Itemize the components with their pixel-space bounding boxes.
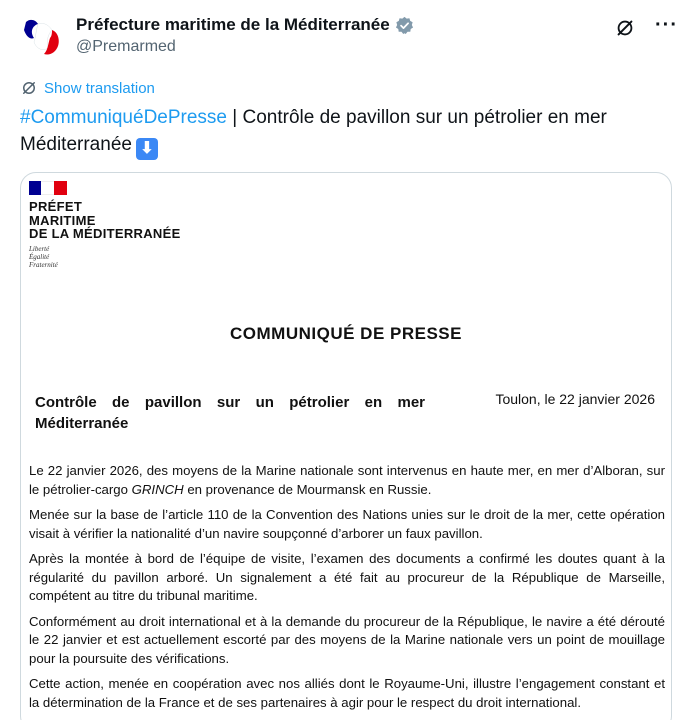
tweet-header xyxy=(18,12,682,62)
down-arrow-emoji-icon: ⬇ xyxy=(136,138,158,160)
paragraph: Menée sur la base de l’article 110 de la Convention des Nations unies sur le droit de la mer, cette opération visait à vérifier la nationalité d’un navire soupçonné d’arborer un faux pavillon. xyxy=(29,507,665,541)
document-body xyxy=(29,462,665,719)
verified-badge-icon[interactable] xyxy=(395,16,414,35)
paragraph: Conformément au droit international et à la demande du procureur de la République, le navire a été dérouté le 22 janvier et est actuellement escorté par des moyens de la Marine nationale vers un point de mouillage pour la poursuite des vérifications. xyxy=(29,613,665,666)
tweet-text xyxy=(20,104,680,160)
handle[interactable]: @Premarmed xyxy=(76,38,176,55)
press-release-image[interactable] xyxy=(20,172,672,720)
more-icon[interactable]: ··· xyxy=(655,14,678,36)
press-release-document xyxy=(21,173,671,720)
paragraph: Le 22 janvier 2026, des moyens de la Marine nationale sont intervenus en haute mer, en mer d’Alboran, sur le pétrolier-cargo GRINCH en provenance de Mourmansk en Russie. xyxy=(29,463,665,497)
prefet-logo xyxy=(29,181,181,269)
tweet-body: | Contrôle de pavillon sur un pétrolier en mer Méditerranée xyxy=(20,107,607,155)
french-flag-icon xyxy=(29,181,67,195)
display-name[interactable]: Préfecture maritime de la Méditerranée xyxy=(76,15,390,34)
prefet-label: PRÉFET MARITIME DE LA MÉDITERRANÉE xyxy=(29,199,181,241)
show-translation-link[interactable] xyxy=(20,79,155,97)
show-translation-label[interactable]: Show translation xyxy=(44,79,155,97)
grok-translate-icon xyxy=(20,79,38,97)
avatar[interactable] xyxy=(18,12,66,60)
paragraph: Cette action, menée en coopération avec nos alliés dont le Royaume-Uni, illustre l’engagement constant et la détermination de la France et de ses partenaires à agir pour le respect du droit international. xyxy=(29,676,665,710)
devise: Liberté Égalité Fraternité xyxy=(29,244,58,269)
marianne-logo-icon xyxy=(18,12,66,60)
document-subject: Contrôle de pavillon sur un pétrolier en mer Méditerranée xyxy=(35,394,425,432)
paragraph: Après la montée à bord de l’équipe de visite, l’examen des documents a confirmé les doutes quant à la régularité du pavillon arboré. Un signalement a été fait au procureur de la République de Marseille, compétent au titre du tribunal maritime. xyxy=(29,551,665,603)
document-title: COMMUNIQUÉ DE PRESSE xyxy=(230,324,462,343)
document-place-date: Toulon, le 22 janvier 2026 xyxy=(495,391,655,407)
grok-icon[interactable] xyxy=(614,17,636,39)
hashtag-link[interactable]: #CommuniquéDePresse xyxy=(20,107,227,128)
